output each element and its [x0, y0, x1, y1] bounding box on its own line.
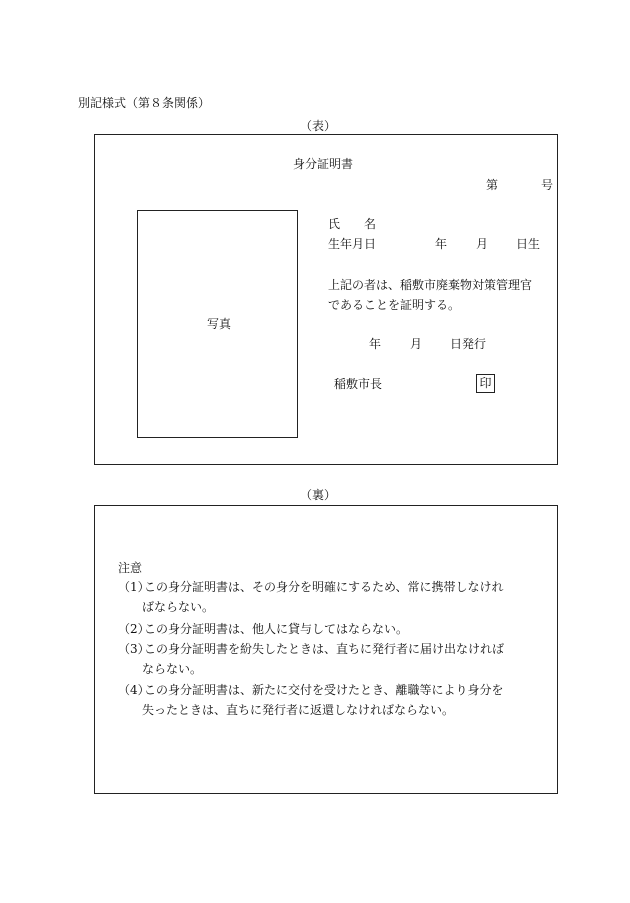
birth-year: 年: [435, 237, 448, 251]
statement-line-2: であることを証明する。: [328, 298, 461, 312]
note-number: （1）: [118, 580, 150, 594]
note-number: （2）: [118, 622, 150, 636]
mayor-label: 稲敷市長: [334, 377, 383, 391]
issue-year: 年: [369, 337, 382, 351]
note-line: この身分証明書を紛失したときは、直ちに発行者に届け出なければ: [144, 642, 505, 656]
note-number: （4）: [118, 683, 150, 697]
birth-month: 月: [476, 237, 489, 251]
issue-month: 月: [410, 337, 423, 351]
certificate-title: 身分証明書: [293, 157, 354, 171]
back-side-label: （裏）: [300, 488, 337, 502]
note-item: [118, 680, 558, 720]
note-line: この身分証明書は、新たに交付を受けたとき、離職等により身分を: [144, 683, 504, 697]
note-line: 失ったときは、直ちに発行者に返還しなければならない。: [142, 703, 455, 717]
name-label: 氏 名: [328, 217, 377, 231]
notes-title: 注意: [118, 561, 143, 575]
birth-day: 日生: [516, 237, 541, 251]
statement-line-1: 上記の者は、稲敷市廃棄物対策管理官: [328, 278, 533, 292]
number-prefix: 第: [486, 178, 499, 192]
note-line: この身分証明書は、その身分を明確にするため、常に携帯しなけれ: [144, 580, 504, 594]
note-item: [118, 577, 558, 617]
number-suffix: 号: [541, 178, 554, 192]
note-line: この身分証明書は、他人に貸与してはならない。: [144, 622, 409, 636]
note-line: ならない。: [142, 662, 203, 676]
note-line: ばならない。: [142, 600, 215, 614]
birth-label: 生年月日: [328, 237, 377, 251]
note-item: [118, 639, 558, 679]
seal-mark: 印: [476, 374, 495, 393]
photo-label: 写真: [207, 317, 232, 331]
note-item: [118, 619, 558, 639]
front-side-label: （表）: [300, 119, 337, 133]
form-label: 別記様式（第８条関係）: [78, 96, 211, 110]
issue-day: 日発行: [450, 337, 487, 351]
note-number: （3）: [118, 642, 150, 656]
